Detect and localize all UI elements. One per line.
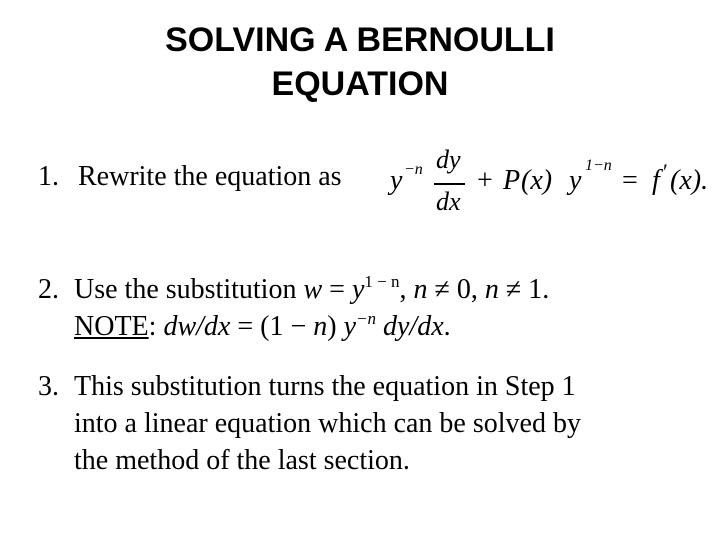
note-equals: = (1 − (230, 311, 314, 342)
var-y: y (351, 274, 365, 305)
eq-dx: dx (436, 187, 461, 216)
title-line-1: SOLVING A BERNOULLI (165, 21, 555, 59)
note-y: y (343, 311, 356, 342)
eq-dy: dy (436, 145, 461, 174)
note-period: . (443, 311, 451, 342)
var-n-2: n (484, 274, 499, 305)
step-3-line-1: This substitution turns the equation in Step 1 (74, 371, 576, 402)
equals-sign: = (322, 274, 352, 305)
step-2-text: Use the substitution (74, 274, 304, 305)
eq-P: P (503, 165, 521, 196)
exponent-1-minus-n: 1 − n (364, 272, 400, 291)
eq-equals: = (622, 165, 638, 196)
title-line-2: EQUATION (271, 65, 449, 103)
note-exponent: −n (356, 309, 376, 328)
eq-prime: ′ (663, 159, 668, 184)
note-space (376, 311, 383, 342)
step-1-number: 1. (38, 161, 59, 192)
eq-x-paren: (x) (521, 165, 553, 196)
step-3-line-2: into a linear equation which can be solved by (74, 408, 581, 439)
note-colon: : (148, 311, 164, 342)
eq-neg-n-exponent: −n (404, 161, 423, 178)
eq-fraction-bar (434, 183, 465, 185)
step-2-line-1 (74, 271, 698, 308)
bernoulli-standard-form-equation (390, 145, 715, 220)
step-2-number: 2. (38, 274, 59, 305)
eq-f: f (652, 165, 660, 196)
note-close-paren: ) (327, 311, 344, 342)
slide-title (0, 18, 720, 106)
step-1 (38, 158, 342, 195)
note-dw-dx: dw/dx (163, 311, 231, 342)
eq-plus: + (477, 165, 493, 196)
not-equal-zero: ≠ 0, (427, 274, 485, 305)
step-3-number: 3. (38, 371, 59, 402)
comma: , (399, 274, 414, 305)
step-3-line-3: the method of the last section. (74, 445, 410, 476)
var-w: w (303, 274, 323, 305)
step-2 (38, 271, 698, 345)
step-1-text: Rewrite the equation as (78, 161, 342, 192)
eq-x-paren-2: (x). (670, 165, 709, 196)
step-3 (38, 368, 698, 479)
eq-y2: y (569, 165, 582, 196)
note-label: NOTE (74, 311, 149, 342)
eq-1-minus-n-exponent: 1−n (585, 157, 612, 174)
note-n: n (313, 311, 328, 342)
not-equal-one: ≠ 1. (498, 274, 550, 305)
step-2-note-line (74, 308, 698, 345)
note-dy-dx: dy/dx (382, 311, 444, 342)
eq-y: y (390, 165, 403, 196)
var-n: n (413, 274, 428, 305)
